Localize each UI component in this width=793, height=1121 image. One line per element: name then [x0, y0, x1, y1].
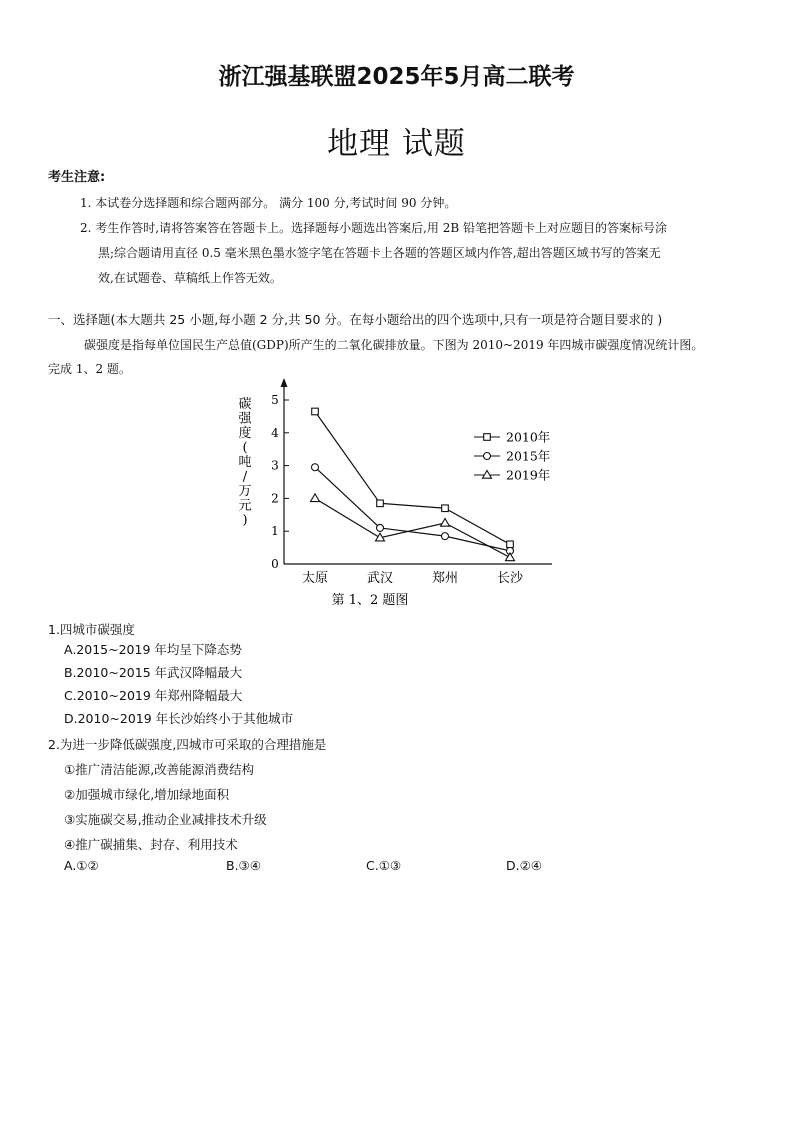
notice-heading: 考生注意:: [48, 170, 106, 185]
page-title: 浙江强基联盟2025年5月高二联考: [218, 64, 575, 90]
legend-label: 2010年: [506, 429, 551, 445]
data-point-2010年: [377, 500, 384, 507]
x-tick-label: 武汉: [366, 571, 394, 586]
y-axis-label-char: 碳: [238, 397, 252, 412]
carbon-intensity-chart: [230, 370, 560, 620]
y-axis-label-char: 元: [238, 498, 252, 514]
notice-item-2-line-3: 效,在试题卷、草稿纸上作答无效。: [98, 271, 282, 285]
y-axis-label-char: ): [242, 513, 248, 528]
y-axis-label-char: /: [242, 469, 248, 485]
data-point-2019年: [311, 494, 320, 502]
y-tick-label: 1: [271, 524, 279, 539]
data-point-2010年: [312, 408, 319, 415]
section-1-intro-line-1: 碳强度是指每单位国民生产总值(GDP)所产生的二氧化碳排放量。下图为 2010~2019 年四城市碳强度情况统计图。: [84, 338, 704, 352]
y-tick-label: 5: [271, 393, 279, 407]
data-point-2015年: [442, 533, 449, 540]
legend-label: 2019年: [506, 467, 551, 483]
q2-statement-3: ③实施碳交易,推动企业减排技术升级: [64, 812, 267, 827]
data-point-2010年: [442, 505, 449, 512]
q2-statement-4: ④推广碳捕集、封存、利用技术: [64, 837, 238, 852]
q1-option-d: D.2010~2019 年长沙始终小于其他城市: [64, 711, 294, 726]
q2-statement-2: ②加强城市绿化,增加绿地面积: [64, 787, 230, 802]
q2-stem: 2.为进一步降低碳强度,四城市可采取的合理措施是: [48, 737, 327, 752]
section-1-heading: 一、选择题(本大题共 25 小题,每小题 2 分,共 50 分。在每小题给出的四个选项中,只有一项是符合题目要求的 ): [48, 312, 663, 327]
series-line-2015年: [315, 467, 510, 551]
notice-item-2-line-2: 黑;综合题请用直径 0.5 毫米黑色墨水签字笔在答题卡上各题的答题区域内作答,超出答题区域书写的答案无: [98, 246, 661, 260]
x-tick-label: 郑州: [431, 571, 459, 586]
notice-item-2-line-1: 2. 考生作答时,请将答案答在答题卡上。选择题每小题选出答案后,用 2B 铅笔把答题卡上对应题目的答案标号涂: [80, 221, 667, 235]
legend-label: 2015年: [506, 448, 551, 464]
data-point-2015年: [377, 524, 384, 531]
legend-marker: [483, 471, 492, 479]
notice-item-1: 1. 本试卷分选择题和综合题两部分。 满分 100 分,考试时间 90 分钟。: [80, 196, 457, 210]
section-1-intro-line-2: 完成 1、2 题。: [48, 362, 131, 376]
legend-marker: [484, 434, 491, 441]
q2-option-a: A.①②: [64, 858, 99, 873]
q2-option-d: D.②④: [506, 858, 543, 873]
y-axis-label-char: 吨: [238, 455, 252, 470]
subject-title: 地理 试题: [327, 126, 466, 162]
y-axis-label-char: 强: [238, 411, 252, 427]
y-axis-arrow: [281, 378, 288, 387]
q1-option-b: B.2010~2015 年武汉降幅最大: [64, 665, 243, 680]
q2-option-b: B.③④: [226, 858, 261, 873]
y-axis-label-char: 万: [238, 484, 252, 499]
chart-title: 第 1、2 题图: [331, 593, 409, 608]
y-tick-label: 4: [271, 425, 279, 440]
q1-option-a: A.2015~2019 年均呈下降态势: [64, 642, 242, 657]
x-tick-label: 太原: [301, 571, 329, 586]
y-axis-label-char: 度: [238, 426, 252, 441]
y-tick-label: 0: [271, 557, 279, 571]
q2-statement-1: ①推广清洁能源,改善能源消费结构: [64, 762, 255, 777]
q1-option-c: C.2010~2019 年郑州降幅最大: [64, 688, 243, 703]
y-axis-label: [238, 396, 252, 528]
data-point-2010年: [507, 541, 514, 548]
x-tick-label: 长沙: [496, 571, 524, 586]
data-point-2019年: [441, 519, 450, 527]
data-point-2015年: [312, 464, 319, 471]
q1-stem: 1.四城市碳强度: [48, 622, 135, 637]
q2-option-c: C.①③: [366, 858, 402, 873]
y-tick-label: 3: [271, 458, 279, 473]
series-line-2010年: [315, 411, 510, 544]
y-axis-label-char: (: [242, 440, 248, 456]
legend-marker: [484, 453, 491, 460]
data-point-2019年: [506, 553, 515, 561]
y-tick-label: 2: [271, 491, 279, 506]
